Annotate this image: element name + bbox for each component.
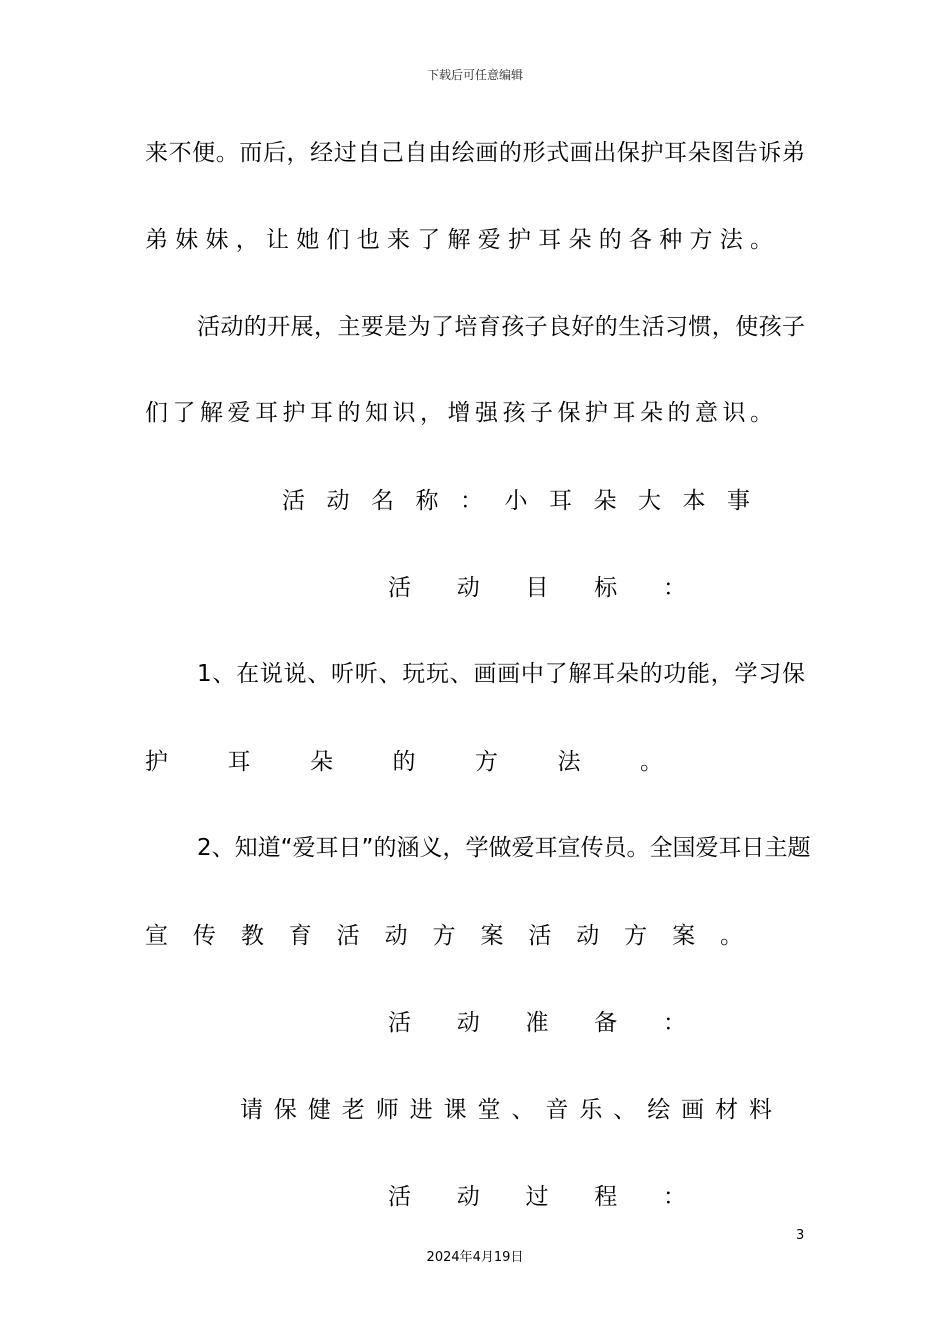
preparation-content: 请保健老师进课堂、音乐、绘画材料 [240,1097,772,1123]
goal-2-line-2: 宣传教育活动方案活动方案。 [145,923,743,949]
goal-2-line-1: 2、知道“爱耳日”的涵义，学做爱耳宣传员。全国爱耳日主题 [197,835,811,861]
activity-name-heading: 活动名称：小耳朵大本事 [282,488,750,514]
goal-1-line-2: 护耳朵的方法。 [145,749,663,775]
activity-preparation-heading: 活动准备： [388,1010,686,1036]
goal-1-line-1: 1、在说说、听听、玩玩、画画中了解耳朵的功能，学习保 [197,661,805,687]
text-line-3: 活动的开展，主要是为了培育孩子良好的生活习惯，使孩子 [197,314,805,340]
text-line-4: 们了解爱耳护耳的知识，增强孩子保护耳朵的意识。 [145,400,773,426]
page-number: 3 [796,1228,805,1243]
header-note: 下载后可任意编辑 [426,68,523,82]
activity-process-heading: 活动过程： [388,1184,686,1210]
activity-goals-heading: 活动目标： [388,575,686,601]
text-line-2: 弟妹妹，让她们也来了解爱护耳朵的各种方法。 [145,227,773,253]
footer-date: 2024年4月19日 [426,1250,524,1265]
text-line-1: 来不便。而后，经过自己自由绘画的形式画出保护耳朵图告诉弟 [145,140,805,166]
